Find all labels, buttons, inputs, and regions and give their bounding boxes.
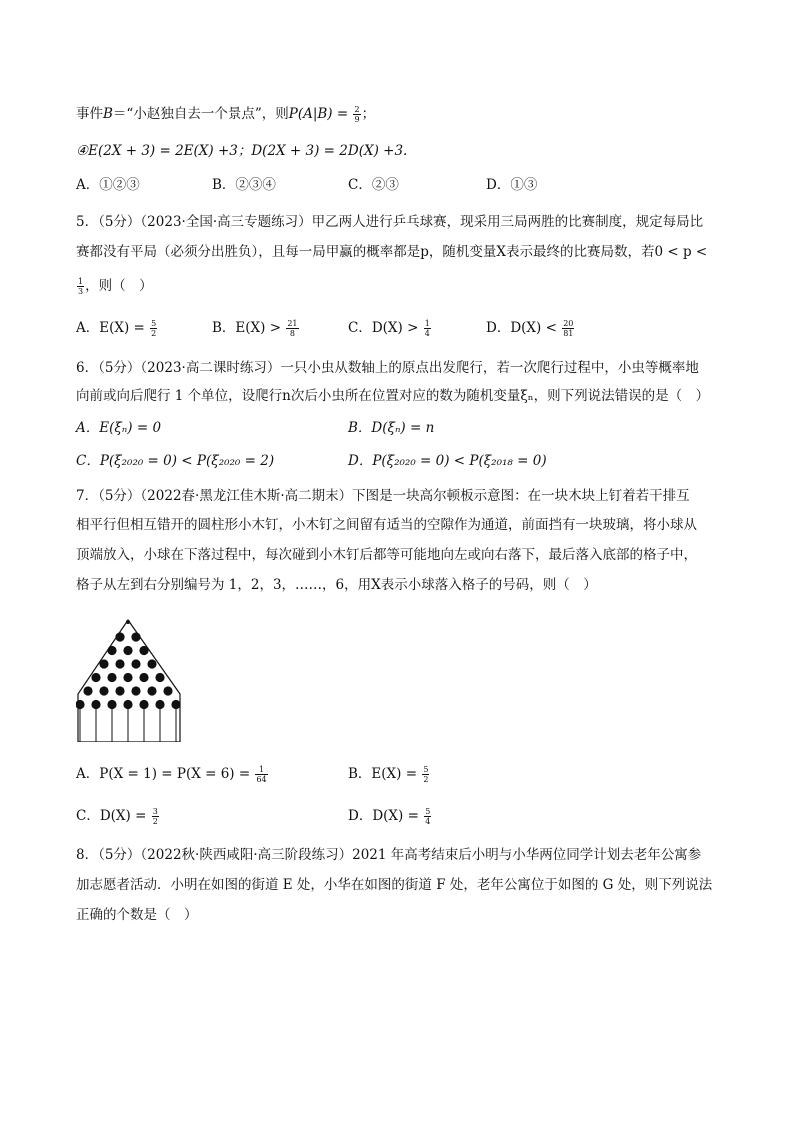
galton-peg — [107, 646, 116, 655]
q6-stem-line-1: 6．（5分）（2023·高二课时练习）一只小虫从数轴上的原点出发爬行，若一次爬行过程中，小虫等概率地 — [76, 360, 699, 376]
q7-option-a[interactable]: A．P(X = 1) = P(X = 6) = $\frac{1}{64}$ — [76, 765, 267, 784]
galton-peg — [139, 673, 148, 682]
q8-stem-line-3: 正确的个数是（ ） — [76, 907, 198, 923]
q6-option-c[interactable]: C．P(ξ₂₀₂₀ = 0) < P(ξ₂₀₂₀ = 2) — [76, 453, 275, 469]
galton-peg — [123, 646, 132, 655]
q7-option-c[interactable]: C．D(X) = $\frac{3}{2}$ — [76, 807, 158, 826]
galton-peg — [163, 686, 172, 695]
galton-peg — [115, 686, 124, 695]
galton-peg — [91, 673, 100, 682]
galton-peg — [107, 673, 116, 682]
q4-option-a[interactable]: A．①②③ — [76, 177, 140, 193]
text: 事件 — [76, 106, 103, 122]
q4-event-b-line — [76, 104, 375, 124]
q4-option-d[interactable]: D．①③ — [486, 177, 538, 193]
galton-peg — [83, 686, 92, 695]
q4-option-b[interactable]: B．②③④ — [212, 177, 276, 193]
q5-stem-line-1: 5．（5分）（2023·全国·高三专题练习）甲乙两人进行乒乓球赛，现采用三局两胜的比赛制度，规定每局比 — [76, 214, 704, 230]
q6-option-b[interactable]: B．D(ξₙ) = n — [348, 420, 435, 436]
q7-option-d[interactable]: D．D(X) = $\frac{5}{4}$ — [348, 807, 431, 826]
math-var: B — [103, 106, 113, 122]
galton-peg — [131, 686, 140, 695]
q7-stem-line-4: 格子从左到右分别编号为 1，2，3，……，6，用X表示小球落入格子的号码，则（ ） — [76, 577, 597, 593]
q4-statement-4: ④E(2X + 3) = 2E(X) +3；D(2X + 3) = 2D(X) +3. — [76, 143, 408, 159]
q5-option-d[interactable]: D．D(X) < $\frac{20}{81}$ — [486, 319, 574, 338]
galton-peg — [131, 632, 140, 641]
q7-stem-line-3: 顶端放入，小球在下落过程中，每次碰到小木钉后都等可能地向左或向右落下，最后落入底部的格子中， — [76, 547, 697, 563]
fraction: $\frac{1}{3}$ — [78, 277, 84, 296]
q5-option-a[interactable]: A．E(X) = $\frac{5}{2}$ — [76, 319, 157, 338]
galton-peg — [147, 686, 156, 695]
q5-stem-line-2: 赛都没有平局（必须分出胜负），且每一局甲赢的概率都是p，随机变量X表示最终的比赛局数，若0 < p < — [76, 244, 708, 260]
galton-peg — [147, 659, 156, 668]
galton-peg — [99, 659, 108, 668]
galton-peg — [115, 659, 124, 668]
text: ，则（ ） — [85, 278, 153, 294]
galton-peg — [115, 632, 124, 641]
q5-option-c[interactable]: C．D(X) > $\frac{1}{4}$ — [348, 319, 430, 338]
q6-option-d[interactable]: D．P(ξ₂₀₂₀ = 0) < P(ξ₂₀₁₈ = 0) — [348, 453, 547, 469]
q7-stem-line-1: 7．（5分）（2022春·黑龙江佳木斯·高二期末）下图是一块高尔顿板示意图：在一块木块上钉着若干排互 — [76, 488, 690, 504]
text: ＝“小赵独自去一个景点”，则 — [112, 106, 289, 122]
fraction: $\frac{2}{9}$ — [354, 105, 360, 124]
galton-board-figure — [76, 618, 182, 742]
galton-peg — [123, 673, 132, 682]
q8-stem-line-1: 8．（5分）（2022秋·陕西咸阳·高三阶段练习）2021 年高考结束后小明与小华两位同学计划去老年公寓参 — [76, 847, 702, 863]
galton-slot-dividers — [80, 705, 176, 743]
galton-peg — [131, 659, 140, 668]
galton-pegs — [76, 620, 181, 709]
q6-option-a[interactable]: A．E(ξₙ) = 0 — [76, 420, 162, 436]
galton-peg — [139, 646, 148, 655]
q7-option-b[interactable]: B．E(X) = $\frac{5}{2}$ — [348, 765, 429, 784]
galton-peg — [155, 673, 164, 682]
text: ； — [361, 106, 376, 122]
q7-stem-line-2: 相平行但相互错开的圆柱形小木钉，小木钉之间留有适当的空隙作为通道，前面挡有一块玻璃，将小球从 — [76, 517, 697, 533]
q6-stem-line-2: 向前或向后爬行 1 个单位，设爬行n次后小虫所在位置对应的数为随机变量ξₙ，则下列说法错误的是（ ） — [76, 388, 710, 404]
q5-stem-line-3 — [76, 276, 153, 296]
q8-stem-line-2: 加志愿者活动．小明在如图的街道 E 处，小华在如图的街道 F 处，老年公寓位于如图的 G 处，则下列说法 — [76, 877, 713, 893]
galton-peg — [99, 686, 108, 695]
q5-option-b[interactable]: B．E(X) > $\frac{21}{8}$ — [212, 319, 298, 338]
math-expr: P(A|B) = — [288, 106, 353, 122]
galton-peg — [126, 620, 130, 624]
q4-option-c[interactable]: C．②③ — [348, 177, 399, 193]
